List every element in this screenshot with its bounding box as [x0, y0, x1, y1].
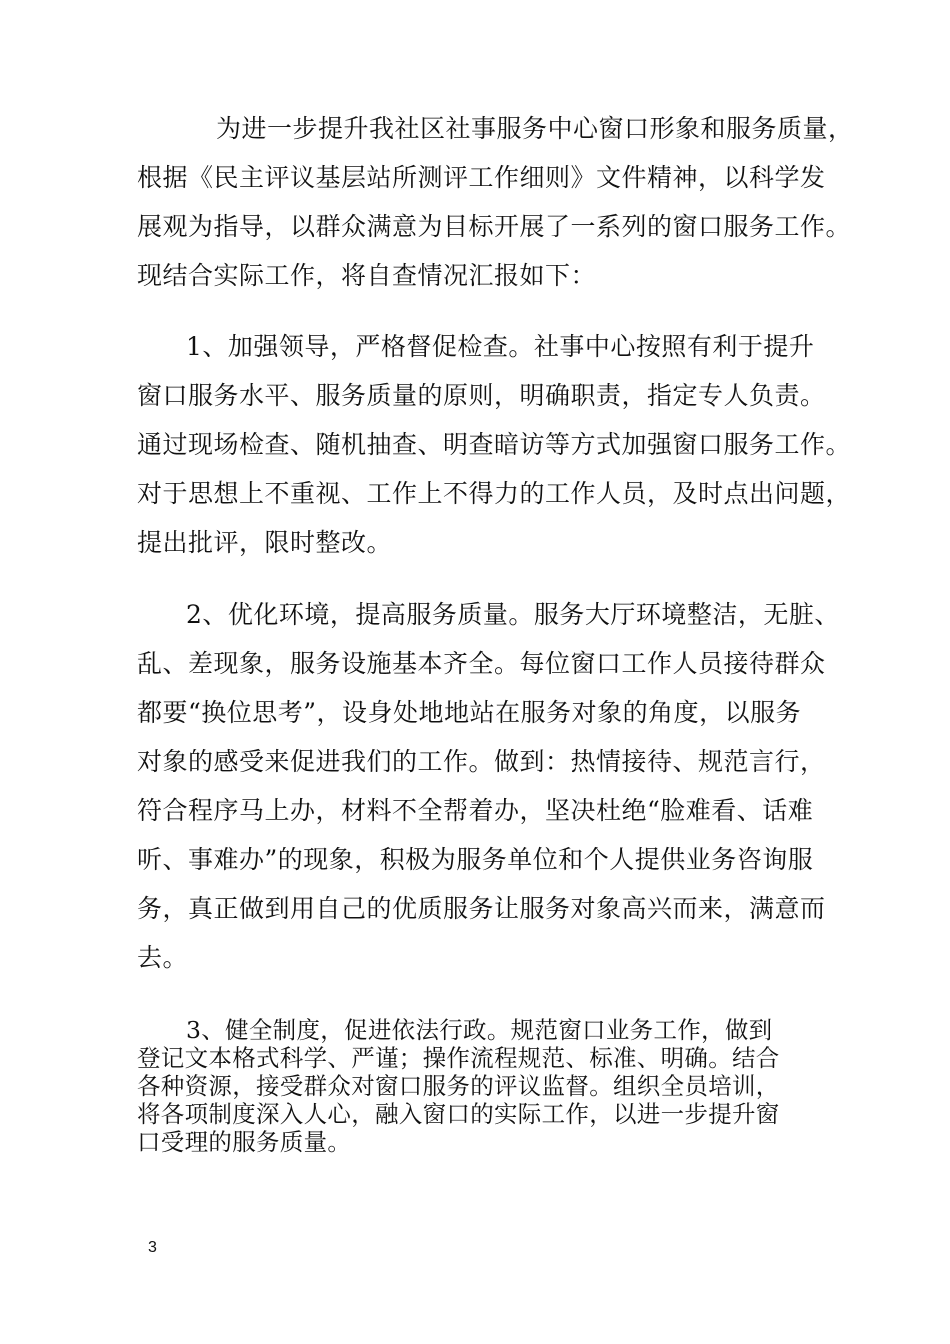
text-line: 3、健全制度，促进依法行政。规范窗口业务工作，做到 [186, 1016, 773, 1044]
text-line: 都要“换位思考”，设身处地地站在服务对象的角度，以服务 [137, 698, 802, 727]
text-line: 1、加强领导，严格督促检查。社事中心按照有利于提升 [186, 332, 815, 361]
page-number: 3 [148, 1239, 157, 1256]
text-line: 去。 [137, 943, 189, 972]
text-line: 登记文本格式科学、严谨；操作流程规范、标准、明确。结合 [137, 1044, 780, 1072]
text-line: 提出批评，限时整改。 [137, 528, 393, 557]
text-line: 对象的感受来促进我们的工作。做到：热情接待、规范言行， [137, 747, 826, 776]
text-line: 2、优化环境，提高服务质量。服务大厅环境整洁，无脏、 [186, 600, 840, 629]
text-line: 务，真正做到用自己的优质服务让服务对象高兴而来，满意而 [137, 894, 826, 923]
text-line: 乱、差现象，服务设施基本齐全。每位窗口工作人员接待群众 [137, 649, 826, 678]
text-line: 对于思想上不重视、工作上不得力的工作人员，及时点出问题， [137, 479, 852, 508]
text-line: 符合程序马上办，材料不全帮着办，坚决杜绝“脸难看、话难 [137, 796, 814, 825]
text-line: 窗口服务水平、服务质量的原则，明确职责，指定专人负责。 [137, 381, 826, 410]
text-line: 根据《民主评议基层站所测评工作细则》文件精神，以科学发 [137, 163, 826, 192]
text-line: 通过现场检查、随机抽查、明查暗访等方式加强窗口服务工作。 [137, 430, 852, 459]
text-line: 为进一步提升我社区社事服务中心窗口形象和服务质量， [216, 114, 854, 143]
text-line: 各种资源，接受群众对窗口服务的评议监督。组织全员培训， [137, 1072, 780, 1100]
text-line: 听、事难办”的现象，积极为服务单位和个人提供业务咨询服 [137, 845, 814, 874]
text-line: 将各项制度深入人心，融入窗口的实际工作，以进一步提升窗 [137, 1100, 780, 1128]
text-line: 现结合实际工作，将自查情况汇报如下： [137, 261, 597, 290]
text-line: 展观为指导，以群众满意为目标开展了一系列的窗口服务工作。 [137, 212, 852, 241]
text-line: 口受理的服务质量。 [137, 1128, 352, 1156]
